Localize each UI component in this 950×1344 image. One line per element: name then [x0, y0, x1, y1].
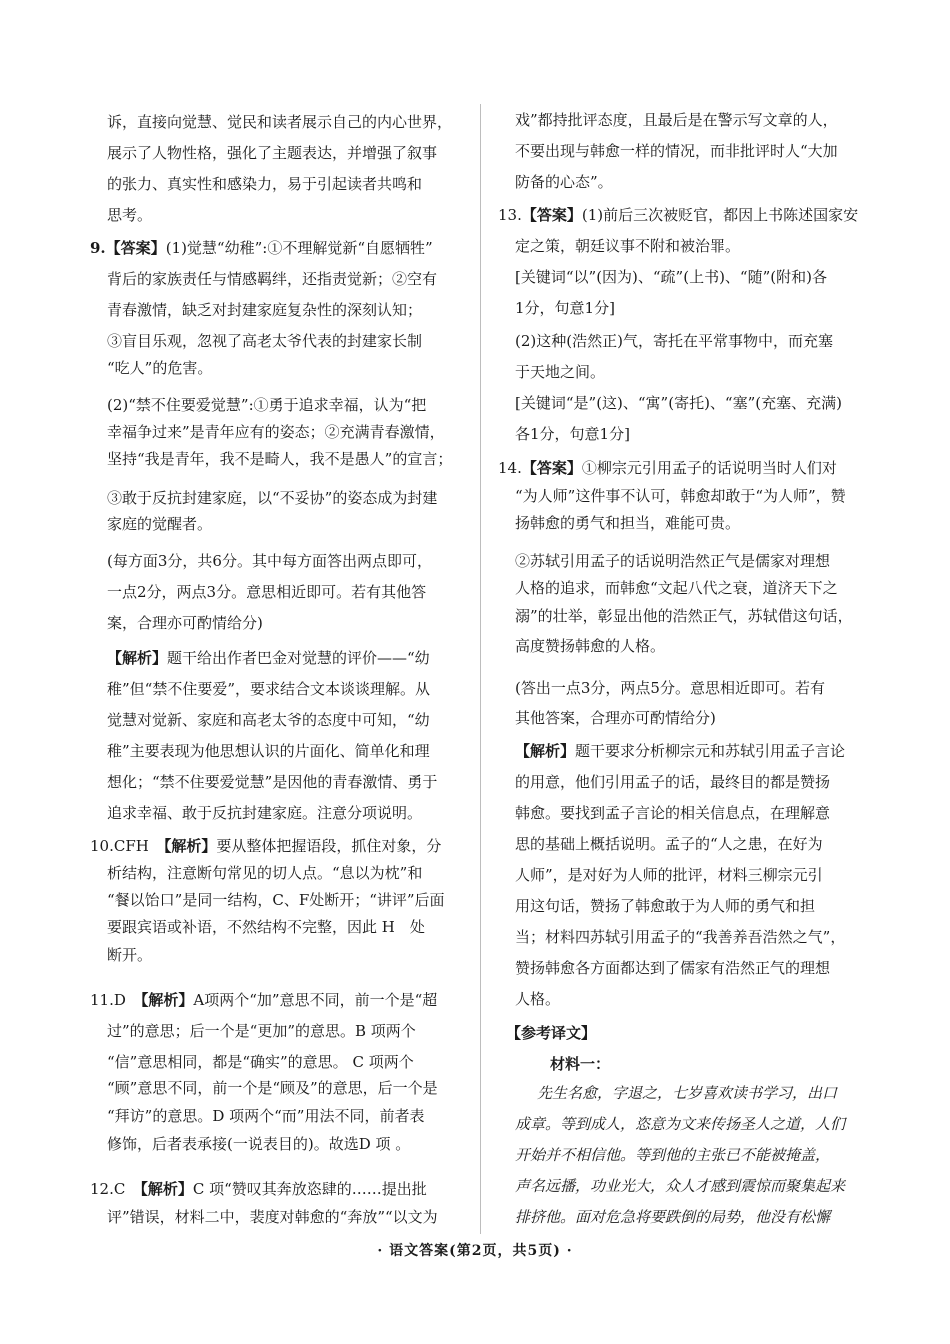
text-line: 高度赞扬韩愈的人格。 [515, 637, 666, 655]
text-line: “为人师”这件事不认可，韩愈却敢于“为人师”，赞 [515, 487, 846, 505]
text-line: 背后的家族责任与情感羁绊，还指责觉新；②空有 [107, 270, 438, 288]
text-line: 其他答案，合理亦可酌情给分) [515, 709, 716, 727]
text-line: 展示了人物性格，强化了主题表达，并增强了叙事 [107, 144, 438, 162]
text-line: [关键词“是”(这)、“寓”(寄托)、“塞”(充塞、充满) [515, 394, 842, 412]
text-line: 要跟宾语或补语，不然结构不完整，因此 H 处 [107, 918, 425, 936]
analysis-tag: 【解析】 [515, 742, 576, 760]
text-line: “信”意思相同，都是“确实”的意思。 C 项两个 [107, 1053, 414, 1071]
text-line: 不要出现与韩愈一样的情况，而非批评时人“大加 [515, 142, 838, 160]
text-line: 人格。 [515, 990, 561, 1008]
page-footer: · 语文答案(第2页，共5页) · [377, 1243, 573, 1259]
text-line: 定之策，朝廷议事不附和被治罪。 [515, 237, 741, 255]
text-line: 赞扬韩愈各方面都达到了儒家有浩然正气的理想 [515, 959, 831, 977]
translation-heading: 【参考译文】 [506, 1024, 597, 1042]
analysis-text: 题干给出作者巴金对觉慧的评价——“幼 [167, 649, 430, 667]
text-line: 1分，句意1分] [515, 299, 615, 317]
text-line: 幸福争过来”是青年应有的姿态；②充满青春激情， [107, 423, 445, 441]
text-line: (答出一点3分，两点5分。意思相近即可。若有 [515, 679, 825, 697]
text-line: 稚”但“禁不住要爱”，要求结合文本谈谈理解。从 [107, 680, 431, 698]
text-line: 家庭的觉醒者。 [107, 515, 213, 533]
text-line: 成章。等到成人，恣意为文来传扬圣人之道，人们 [515, 1115, 846, 1133]
analysis-tag: 【解析】 [107, 649, 168, 667]
q9-analysis-first [107, 648, 430, 668]
text-line: 思的基础上概括说明。孟子的“人之患，在好为 [515, 835, 823, 853]
text-line: 诉，直接向觉慧、觉民和读者展示自己的内心世界， [107, 113, 453, 131]
q10-first-line: 10.CFH 【解析】要从整体把握语段，抓住对象，分 [90, 837, 442, 855]
text-line: 韩愈。要找到孟子言论的相关信息点，在理解意 [515, 804, 831, 822]
text-line: ③敢于反抗封建家庭，以“不妥协”的姿态成为封建 [107, 489, 438, 507]
text-line: (2)“禁不住要爱觉慧”:①勇于追求幸福，认为“把 [107, 396, 427, 414]
text-line: 觉慧对觉新、家庭和高老太爷的态度中可知，“幼 [107, 711, 430, 729]
text-line: 防备的心态”。 [515, 173, 613, 191]
q9-number: 9. [90, 239, 106, 257]
answer-tag: 【答案】 [105, 239, 166, 257]
text-line: 稚”主要表现为他思想认识的片面化、简单化和理 [107, 742, 430, 760]
q11-first-line: 11.D 【解析】A项两个“加”意思不同，前一个是“超 [90, 991, 438, 1009]
text-line: 评”错误，材料二中，裴度对韩愈的“奔放”“以文为 [107, 1208, 438, 1226]
q13-first-line [498, 205, 858, 225]
text-line: 坚持“我是青年，我不是畸人，我不是愚人”的宣言； [107, 450, 453, 468]
text-line: “吃人”的危害。 [107, 359, 213, 377]
text-line: 青春激情，缺乏对封建家庭复杂性的深刻认知； [107, 301, 423, 319]
text-line: 戏”都持批评态度，且最后是在警示写文章的人， [515, 111, 838, 129]
analysis-text: 题干要求分析柳宗元和苏轼引用孟子言论 [575, 742, 846, 760]
text-line: “拜访”的意思。D 项两个“而”用法不同，前者表 [107, 1107, 425, 1125]
text-line: 人师”，是对好为人师的批评，材料三柳宗元引 [515, 866, 823, 884]
text-line: ③盲目乐观，忽视了高老太爷代表的封建家长制 [107, 332, 423, 350]
text-line: “顾”意思不同，前一个是“顾及”的意思，后一个是 [107, 1079, 438, 1097]
text-line: 扬韩愈的勇气和担当，难能可贵。 [515, 514, 741, 532]
text-line: 于天地之间。 [515, 363, 606, 381]
q14-first-line: 14.【答案】①柳宗元引用孟子的话说明当时人们对 [498, 459, 837, 477]
text-line: 开始并不相信他。等到他的主张已不能被掩盖， [515, 1146, 831, 1164]
text-line: 声名远播，功业光大，众人才感到震惊而聚集起来 [515, 1177, 846, 1195]
text-line: 一点2分，两点3分。意思相近即可。若有其他答 [107, 583, 427, 601]
text-line: 析结构，注意断句常见的切人点。“息以为枕”和 [107, 864, 423, 882]
text-line: 断开。 [107, 946, 153, 964]
q13-text: 13.【答案】(1)前后三次被贬官，都因上书陈述国家安 [498, 206, 859, 224]
text-line: 溺”的壮举，彰显出他的浩然正气，苏轼借这句话， [515, 607, 853, 625]
text-line: 修饰，后者表承接(一说表目的)。故选D 项 。 [107, 1135, 411, 1153]
text-line: (2)这种(浩然正)气，寄托在平常事物中，而充塞 [515, 332, 833, 350]
q9-text: (1)觉慧“幼稚”:①不理解觉新“自愿牺牲” [165, 239, 433, 257]
column-divider [480, 104, 481, 1234]
text-line: 思考。 [107, 206, 153, 224]
text-line: [关键词“以”(因为)、“疏”(上书)、“随”(附和)各 [515, 268, 827, 286]
text-line: 各1分，句意1分] [515, 425, 630, 443]
text-line: 的用意，他们引用孟子的话，最终目的都是赞扬 [515, 773, 831, 791]
q14-analysis-first [515, 741, 845, 761]
text-line: 的张力、真实性和感染力，易于引起读者共鸣和 [107, 175, 423, 193]
text-line: 过”的意思；后一个是“更加”的意思。B 项两个 [107, 1022, 416, 1040]
text-line: 用这句话，赞扬了韩愈敢于为人师的勇气和担 [515, 897, 816, 915]
q9-first-line [90, 238, 433, 258]
text-line: 先生名愈，字退之，七岁喜欢读书学习，出口 [537, 1084, 838, 1102]
material-title: 材料一： [550, 1055, 611, 1073]
text-line: “餐以饴口”是同一结构，C、F处断开；“讲评”后面 [107, 891, 445, 909]
text-line: 排挤他。面对危急将要跌倒的局势，他没有松懈 [515, 1208, 831, 1226]
text-line: 追求幸福、敢于反抗封建家庭。注意分项说明。 [107, 804, 423, 822]
text-line: (每方面3分，共6分。其中每方面答出两点即可， [107, 552, 432, 570]
text-line: 当；材料四苏轼引用孟子的“我善养吾浩然之气”， [515, 928, 846, 946]
text-line: 案，合理亦可酌情给分) [107, 614, 263, 632]
text-line: ②苏轼引用孟子的话说明浩然正气是儒家对理想 [515, 552, 831, 570]
q12-first-line: 12.C 【解析】C 项“赞叹其奔放恣肆的……提出批 [90, 1180, 427, 1198]
text-line: 人格的追求，而韩愈“文起八代之衰，道济天下之 [515, 579, 838, 597]
text-line: 想化；“禁不住要爱觉慧”是因他的青春激情、勇于 [107, 773, 438, 791]
